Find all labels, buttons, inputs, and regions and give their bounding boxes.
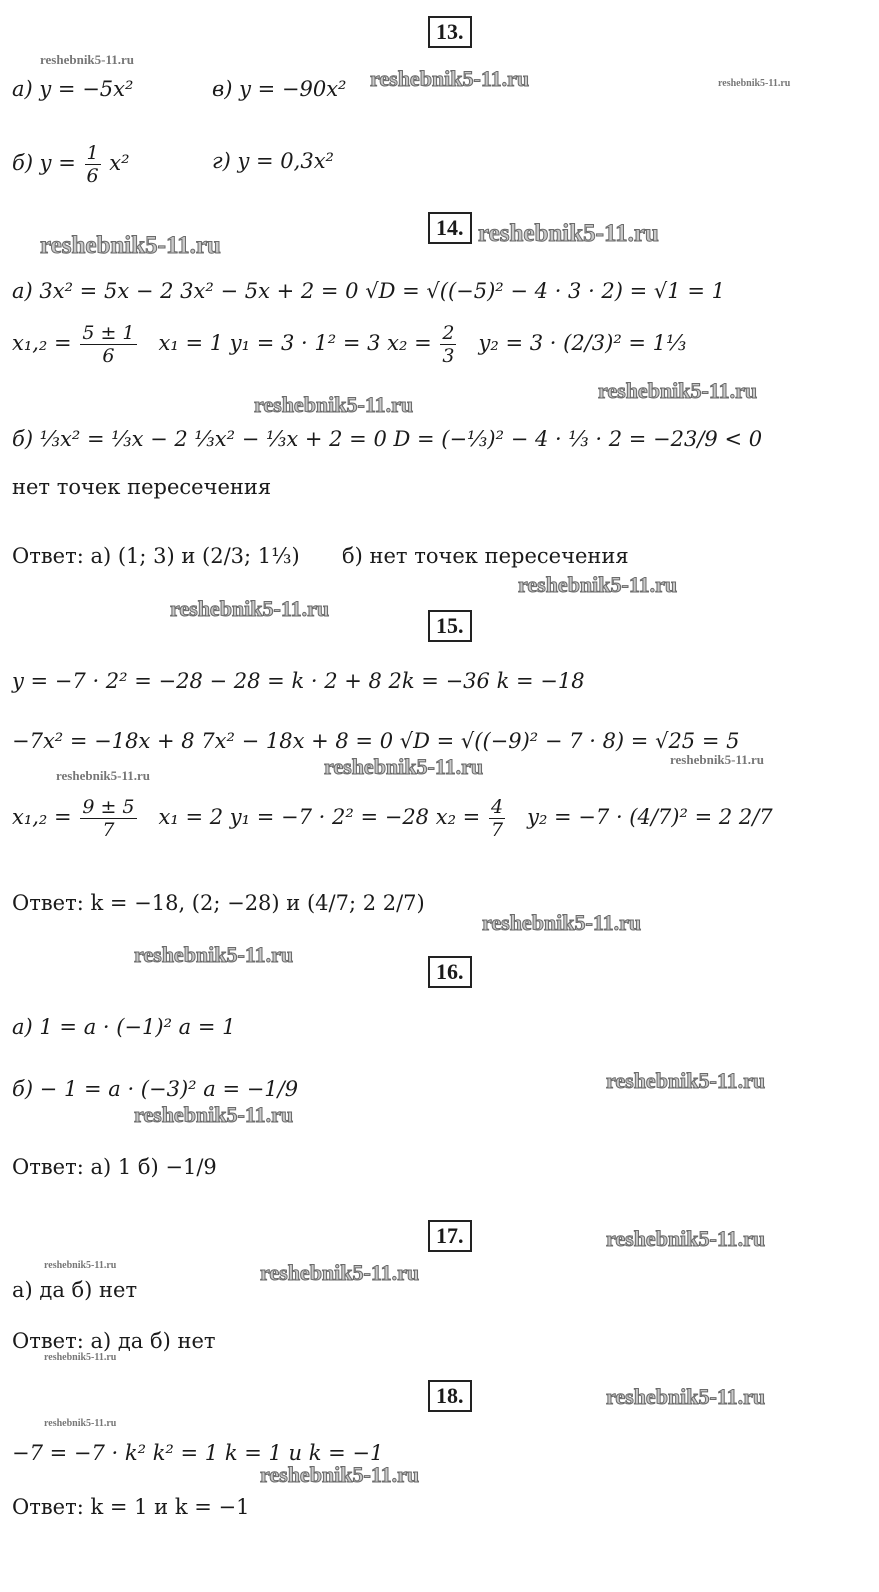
t15-line-3: x₁,₂ = $\frac{9 \pm 5}{7}$ x₁ = 2 y₁ = −7 · 2² = −28 x₂ = $\frac{4}{7}$ y₂ = −7 · (4/7)² = 2 2/7 bbox=[12, 796, 773, 841]
t13-line-a: а) y = −5x² bbox=[12, 77, 134, 101]
watermark: reshebnik5-11.ru bbox=[134, 1102, 294, 1127]
watermark: reshebnik5-11.ru bbox=[44, 1418, 117, 1429]
t18-answer: Ответ: k = 1 и k = −1 bbox=[12, 1495, 250, 1519]
t16-line-2: б) − 1 = a · (−3)² a = −1/9 bbox=[12, 1077, 299, 1101]
watermark: reshebnik5-11.ru bbox=[478, 220, 659, 247]
t17-line-1: а) да б) нет bbox=[12, 1278, 138, 1302]
t14-fraction-x2: $\frac{2}{3}$ bbox=[442, 322, 455, 367]
t14-answer-b: б) нет точек пересечения bbox=[342, 544, 629, 568]
t13-b-fraction: $\frac{1}{6}$ bbox=[86, 142, 99, 187]
watermark: reshebnik5-11.ru bbox=[606, 1226, 766, 1251]
watermark: reshebnik5-11.ru bbox=[44, 1260, 117, 1271]
watermark: reshebnik5-11.ru bbox=[482, 910, 642, 935]
watermark: reshebnik5-11.ru bbox=[254, 392, 414, 417]
t13-line-b bbox=[12, 142, 130, 187]
t15-line-1: y = −7 · 2² = −28 − 28 = k · 2 + 8 2k = −36 k = −18 bbox=[12, 669, 585, 693]
t17-answer: Ответ: а) да б) нет bbox=[12, 1329, 216, 1353]
task-number-17: 17. bbox=[428, 1220, 472, 1252]
watermark: reshebnik5-11.ru bbox=[44, 1352, 117, 1363]
watermark: reshebnik5-11.ru bbox=[260, 1260, 420, 1285]
t15-answer: Ответ: k = −18, (2; −28) и (4/7; 2 2/7) bbox=[12, 891, 425, 915]
t14-answer: Ответ: а) (1; 3) и (2/3; 1⅓) bbox=[12, 544, 300, 568]
t13-line-g: г) y = 0,3x² bbox=[212, 149, 334, 173]
task-number-15: 15. bbox=[428, 610, 472, 642]
task-number-18: 18. bbox=[428, 1380, 472, 1412]
watermark: reshebnik5-11.ru bbox=[670, 752, 765, 767]
task-number-16: 16. bbox=[428, 956, 472, 988]
t14-line-2: x₁,₂ = $\frac{5 \pm 1}{6}$ x₁ = 1 y₁ = 3 · 1² = 3 x₂ = $\frac{2}{3}$ y₂ = 3 · (2/3)² = 1⅓ bbox=[12, 322, 687, 367]
watermark: reshebnik5-11.ru bbox=[518, 572, 678, 597]
task-number-14: 14. bbox=[428, 212, 472, 244]
watermark: reshebnik5-11.ru bbox=[370, 66, 530, 91]
watermark: reshebnik5-11.ru bbox=[606, 1068, 766, 1093]
watermark: reshebnik5-11.ru bbox=[40, 52, 135, 67]
watermark: reshebnik5-11.ru bbox=[40, 232, 221, 259]
t13-b-prefix: б) y = bbox=[12, 151, 76, 175]
t15-fraction-x2: $\frac{4}{7}$ bbox=[490, 796, 504, 841]
watermark: reshebnik5-11.ru bbox=[260, 1462, 420, 1487]
t14-line-1: а) 3x² = 5x − 2 3x² − 5x + 2 = 0 √D = √((−5)² − 4 · 3 · 2) = √1 = 1 bbox=[12, 279, 725, 303]
t13-line-v: в) y = −90x² bbox=[212, 77, 347, 101]
watermark: reshebnik5-11.ru bbox=[170, 596, 330, 621]
t18-line-1: −7 = −7 · k² k² = 1 k = 1 и k = −1 bbox=[12, 1441, 384, 1465]
t16-answer: Ответ: а) 1 б) −1/9 bbox=[12, 1155, 217, 1179]
watermark: reshebnik5-11.ru bbox=[134, 942, 294, 967]
watermark: reshebnik5-11.ru bbox=[718, 78, 791, 89]
watermark: reshebnik5-11.ru bbox=[606, 1384, 766, 1409]
task-number-13: 13. bbox=[428, 16, 472, 48]
watermark: reshebnik5-11.ru bbox=[324, 754, 484, 779]
t14-line-4: нет точек пересечения bbox=[12, 475, 272, 499]
t16-line-1: а) 1 = a · (−1)² a = 1 bbox=[12, 1015, 236, 1039]
t14-line-3: б) ⅓x² = ⅓x − 2 ⅓x² − ⅓x + 2 = 0 D = (−⅓)² − 4 · ⅓ · 2 = −23/9 < 0 bbox=[12, 427, 763, 451]
t15-fraction-x12: $\frac{9 \pm 5}{7}$ bbox=[82, 796, 135, 841]
t15-line-2: −7x² = −18x + 8 7x² − 18x + 8 = 0 √D = √((−9)² − 7 · 8) = √25 = 5 bbox=[12, 729, 740, 753]
t13-b-suffix: x² bbox=[109, 151, 130, 175]
watermark: reshebnik5-11.ru bbox=[56, 768, 151, 783]
watermark: reshebnik5-11.ru bbox=[598, 378, 758, 403]
t14-fraction-x12: $\frac{5 \pm 1}{6}$ bbox=[82, 322, 135, 367]
